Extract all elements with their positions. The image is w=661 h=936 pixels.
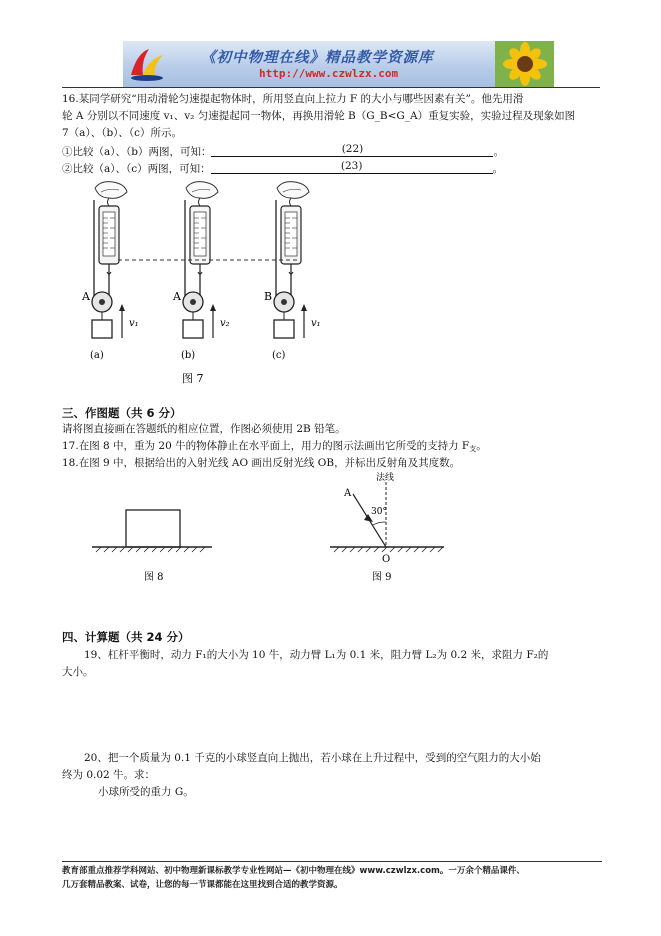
blank-22-label: (22) — [341, 143, 364, 155]
fig9-angle: 30° — [371, 507, 387, 517]
fig7-panel-c — [264, 182, 321, 361]
q20-subquestion: 小球所受的重力 G。 — [98, 786, 194, 798]
footer-line2: 几万套精品教案、试卷，让您的每一节课都能在这里找到合适的教学资源。 — [62, 880, 343, 890]
fig7-c-speed-label: v₁ — [311, 318, 321, 329]
fig8-caption: 图 8 — [144, 572, 164, 583]
fig7-panel-b — [172, 182, 230, 361]
q16-line2: 轮 A 分别以不同速度 v₁、v₂ 匀速提起同一物体，再换用滑轮 B（G_B<G_A）重复实验，实验过程及现象如图 — [62, 110, 576, 122]
q16-item1-prefix: ①比较（a）、（b）两图，可知： — [62, 146, 212, 158]
header-rule — [62, 87, 600, 88]
site-logo-icon — [127, 45, 167, 83]
figure-9 — [330, 471, 444, 583]
figures-8-9 — [62, 470, 462, 590]
section3-instruction: 请将图直接画在答题纸的相应位置，作图必须使用 2B 铅笔。 — [62, 423, 346, 435]
q17-text: 17.在图 8 中，重为 20 牛的物体静止在水平面上，用力的图示法画出它所受的支持力 F — [62, 440, 470, 452]
q17-end: 。 — [476, 440, 487, 452]
fig7-b-caption: (b) — [181, 350, 196, 361]
fig7-a-caption: (a) — [90, 350, 104, 361]
footer-rule — [62, 861, 602, 862]
blank-23-label: (23) — [340, 160, 363, 172]
banner-url[interactable]: http://www.czwlzx.com — [259, 67, 399, 80]
q19-line1: 19、杠杆平衡时，动力 F₁的大小为 10 牛，动力臂 L₁为 0.1 米，阻力臂 L₂为 0.2 米，求阻力 F₂的 — [84, 649, 549, 661]
q16-item1 — [62, 143, 504, 160]
figure-8 — [92, 510, 212, 583]
banner-title: 《初中物理在线》精品教学资源库 — [201, 49, 434, 66]
fig7-a-pulley-label: A — [82, 290, 90, 303]
period: 。 — [493, 146, 504, 158]
q19-line2: 大小。 — [62, 666, 94, 678]
q20-line1: 20、把一个质量为 0.1 千克的小球竖直向上抛出，若小球在上升过程中，受到的空气阻力的大小始 — [84, 752, 541, 764]
footer-line1: 教育部重点推荐学科网站、初中物理新课标教学专业性网站—《初中物理在线》www.czwlzx.com。一万余个精品课件、 — [62, 866, 525, 876]
q16-line1: 16.某同学研究“用动滑轮匀速提起物体时，所用竖直向上拉力 F 的大小与哪些因素有关”。他先用滑 — [62, 93, 524, 105]
fig8-block — [126, 510, 180, 547]
answer-blank-22[interactable] — [211, 143, 493, 157]
q18: 18.在图 9 中，根据给出的入射光线 AO 画出反射光线 OB，并标出反射角及其度数。 — [62, 457, 461, 469]
answer-blank-23[interactable] — [211, 160, 493, 174]
fig7-a-speed-label: v₁ — [129, 318, 139, 329]
q16-item2-prefix: ②比较（a）、（c）两图，可知： — [62, 163, 211, 175]
q16-item2 — [62, 160, 503, 177]
fig9-point-o: O — [382, 554, 391, 565]
footer — [62, 864, 602, 892]
fig7-c-caption: (c) — [272, 350, 286, 361]
fig7-b-speed-label: v₂ — [220, 318, 230, 329]
section3-heading: 三、作图题（共 6 分） — [62, 406, 182, 420]
fig9-caption: 图 9 — [372, 572, 392, 583]
sunflower-icon — [495, 41, 554, 87]
fig7-panel-a — [81, 182, 139, 361]
q20-line2: 终为 0.02 牛。求： — [62, 769, 156, 781]
figure-7 — [62, 180, 342, 390]
q16-line3: 7（a）、（b）、（c）所示。 — [62, 127, 183, 139]
fig7-c-pulley-label: B — [264, 290, 273, 303]
q17 — [62, 439, 487, 454]
period: 。 — [492, 163, 504, 175]
fig9-point-a: A — [344, 488, 352, 499]
section4-heading: 四、计算题（共 24 分） — [62, 630, 190, 644]
fig7-caption: 图 7 — [182, 372, 204, 385]
q17-subscript: 支 — [469, 445, 477, 453]
fig7-b-pulley-label: A — [173, 290, 181, 303]
fig9-normal-label: 法线 — [376, 473, 395, 483]
header-banner — [123, 41, 554, 87]
